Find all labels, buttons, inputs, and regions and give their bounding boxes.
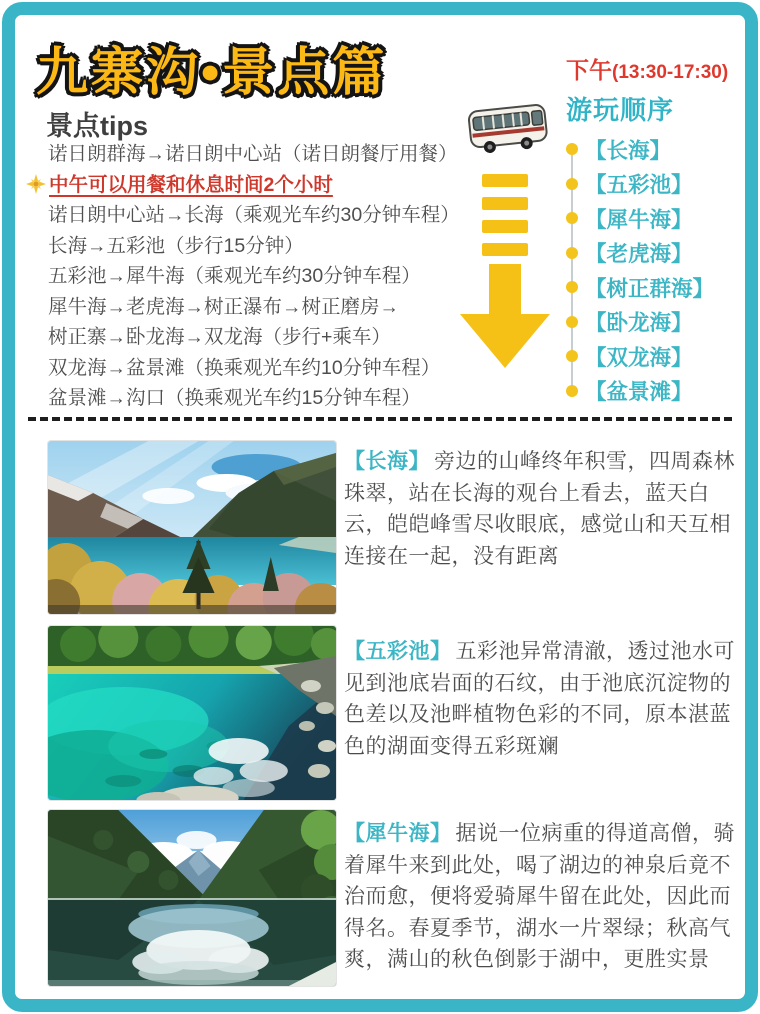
schedule-range: (13:30-17:30) (612, 62, 729, 83)
section-paragraph (344, 446, 742, 572)
route-item: 【卧龙海】 (566, 305, 714, 340)
route-item: 【老虎海】 (566, 236, 714, 271)
schedule-time (566, 52, 736, 85)
route-item: 【双龙海】 (566, 339, 714, 374)
dashed-divider (28, 417, 732, 421)
tip-line-highlight (26, 170, 474, 201)
tip-line: 长海→五彩池（步行15分钟） (48, 234, 304, 257)
section-label: 【犀牛海】 (344, 822, 452, 845)
tip-line: 双龙海→盆景滩（换乘观光车约10分钟车程） (48, 356, 441, 379)
section-label: 【长海】 (344, 450, 430, 473)
tips-list (26, 139, 474, 414)
sparkle-icon (26, 173, 46, 193)
tip-line: 五彩池→犀牛海（乘观光车约30分钟车程） (48, 265, 421, 287)
section-label: 【五彩池】 (344, 640, 452, 663)
bullet-dot (566, 281, 578, 293)
photo-changhai (48, 441, 336, 614)
bullet-dot (566, 316, 578, 328)
tips-heading: 景点tips (46, 111, 149, 141)
photo-xiniuhai (48, 810, 336, 986)
route-item: 【长海】 (566, 132, 714, 167)
down-arrow-icon (460, 174, 550, 368)
route-item: 【五彩池】 (566, 167, 714, 202)
photo-wucaichi (48, 626, 336, 800)
bullet-dot (566, 350, 578, 362)
bullet-dot (566, 143, 578, 155)
tip-line: 诺日朗群海→诺日朗中心站（诺日朗餐厅用餐） (48, 143, 458, 165)
bus-icon (464, 100, 552, 156)
route-list (566, 132, 714, 408)
section-text: 五彩池异常清澈，透过池水可见到池底岩面的石纹，由于池底沉淀物的色差以及池畔植物色彩的不同，原本湛蓝色的湖面变得五彩斑斓 (344, 640, 735, 758)
tip-line: 树正寨→卧龙海→双龙海（步行+乘车） (48, 326, 391, 348)
visit-order-heading: 游玩顺序 (566, 95, 675, 125)
tip-line: 诺日朗中心站→长海（乘观光车约30分钟车程） (48, 204, 460, 226)
tip-highlight-text: 中午可以用餐和休息时间2个小时 (49, 173, 333, 196)
section-text: 旁边的山峰终年积雪，四周森林珠翠，站在长海的观台上看去，蓝天白云，皑皑峰雪尽收眼底，感觉山和天互相连接在一起，没有距离 (344, 450, 735, 568)
section-paragraph (344, 636, 742, 762)
bullet-dot (566, 178, 578, 190)
schedule (566, 52, 736, 127)
route-item: 【盆景滩】 (566, 374, 714, 409)
schedule-period: 下午 (566, 57, 612, 83)
tip-line: 盆景滩→沟口（换乘观光车约15分钟车程） (48, 387, 421, 409)
page-title: 九寨沟•景点篇 (36, 44, 388, 102)
section-paragraph (344, 818, 742, 976)
section-text: 据说一位病重的得道高僧，骑着犀牛来到此处，喝了湖边的神泉后竟不治而愈，便将爱骑犀牛留在此处，因此而得名。春夏季节，湖水一片翠绿；秋高气爽，满山的秋色倒影于湖中，更胜实景 (344, 822, 735, 971)
bullet-dot (566, 385, 578, 397)
route-item: 【犀牛海】 (566, 201, 714, 236)
tip-line: 犀牛海→老虎海→树正瀑布→树正磨房→ (48, 295, 400, 318)
bullet-dot (566, 247, 578, 259)
route-item: 【树正群海】 (566, 270, 714, 305)
bullet-dot (566, 212, 578, 224)
